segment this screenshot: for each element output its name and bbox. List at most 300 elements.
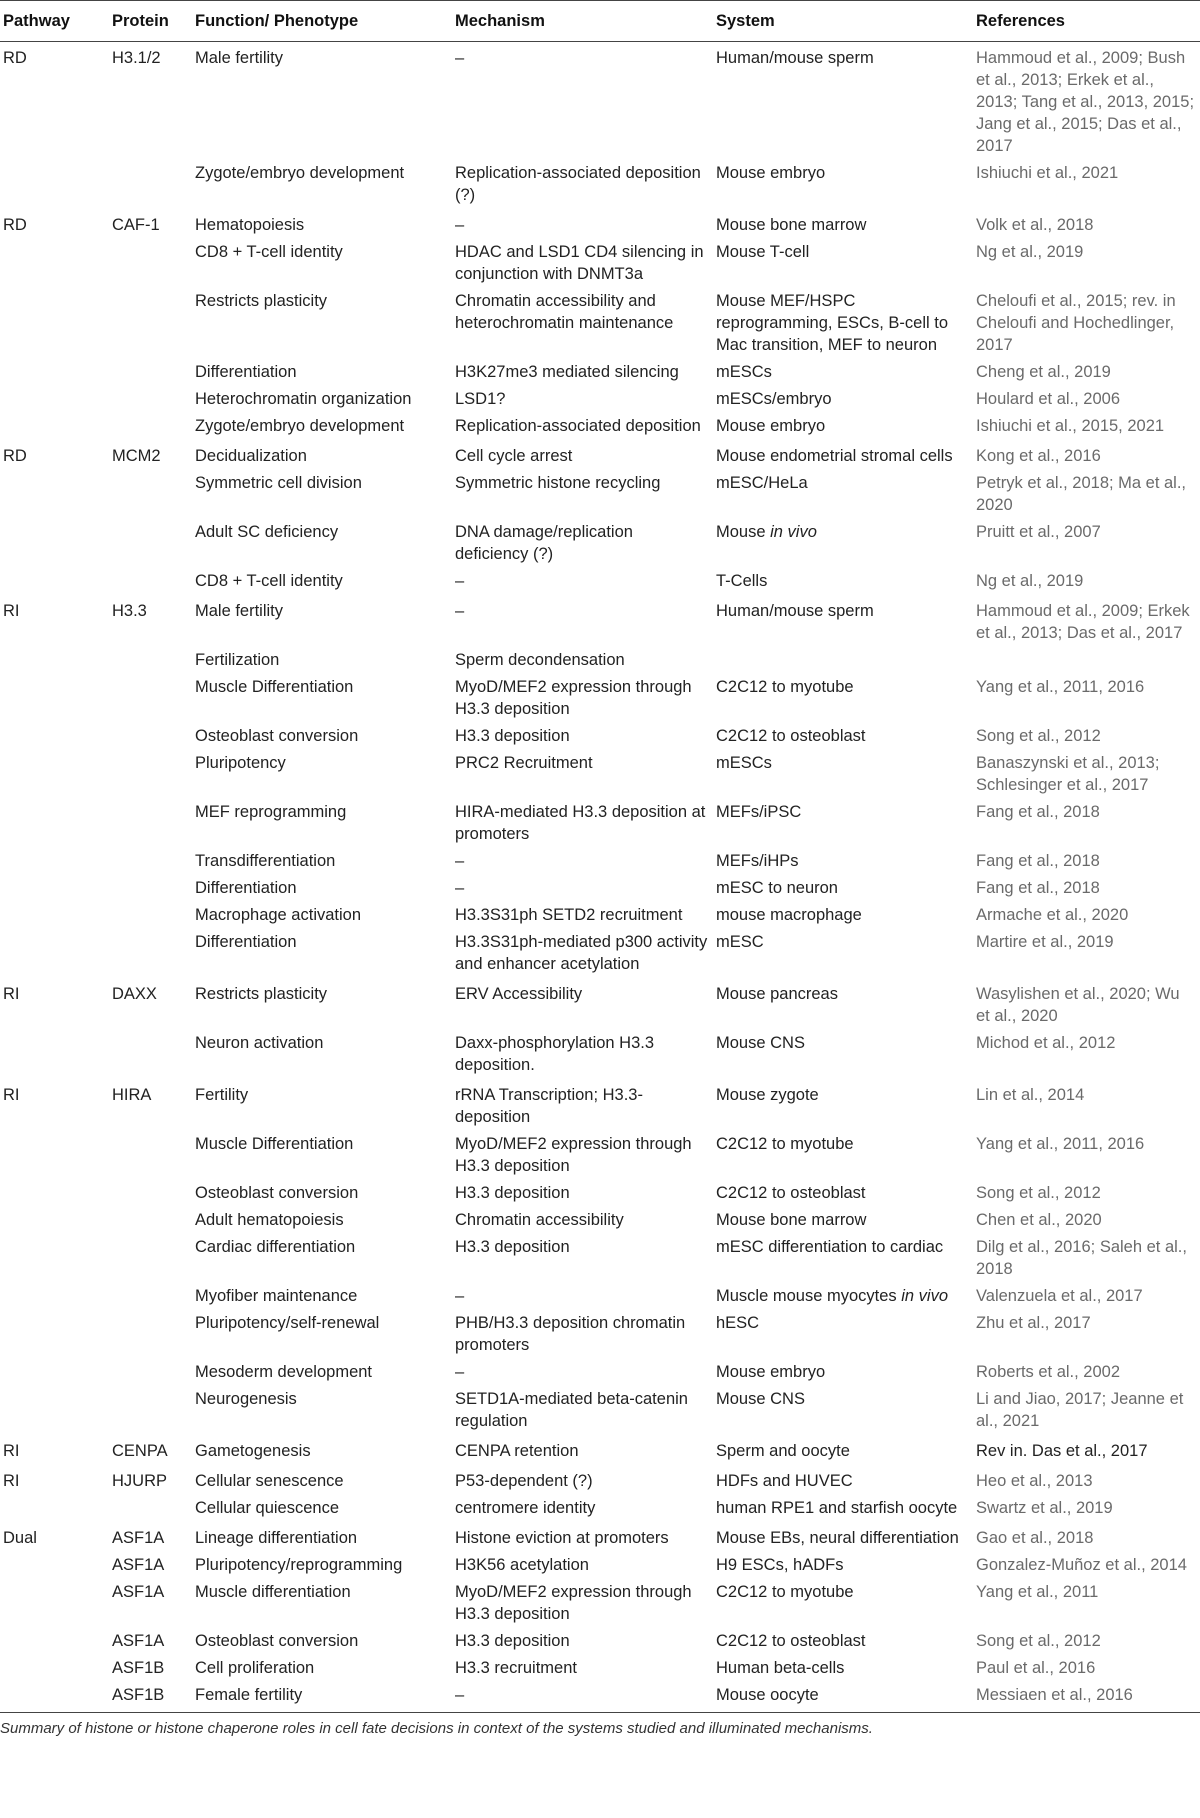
cell-system-text: Mouse (716, 523, 766, 541)
header-row (0, 1, 1200, 42)
cell-mechanism (451, 1628, 712, 1655)
cell-protein-text: HIRA (112, 1086, 152, 1104)
cell-function-text: Cardiac differentiation (195, 1238, 356, 1256)
cell-pathway (0, 1234, 100, 1283)
cell-references (972, 519, 1200, 568)
cell-system (712, 1522, 972, 1552)
cell-system (712, 723, 972, 750)
cell-system (712, 1310, 972, 1359)
cell-function (191, 1234, 451, 1283)
cell-pathway (0, 413, 100, 440)
cell-function (191, 413, 451, 440)
cell-references (972, 42, 1200, 161)
cell-system-text: mESCs/embryo (716, 390, 832, 408)
cell-pathway (0, 1579, 100, 1628)
cell-system (712, 1234, 972, 1283)
cell-protein (100, 647, 191, 674)
cell-function-text: Fertilization (195, 651, 280, 669)
table-row (0, 519, 1200, 568)
cell-system (712, 1207, 972, 1234)
cell-function-text: MEF reprogramming (195, 803, 347, 821)
cell-system (712, 799, 972, 848)
cell-system-text: mESCs (716, 754, 772, 772)
cell-mechanism-text: Symmetric histone recycling (455, 474, 661, 492)
cell-function (191, 1180, 451, 1207)
cell-function (191, 519, 451, 568)
cell-system-text: mESC/HeLa (716, 474, 808, 492)
cell-mechanism (451, 1030, 712, 1079)
cell-system-text: C2C12 to myotube (716, 1135, 854, 1153)
cell-function (191, 1207, 451, 1234)
cell-function (191, 1030, 451, 1079)
cell-references-text: Ishiuchi et al., 2015, 2021 (976, 417, 1165, 435)
cell-mechanism (451, 750, 712, 799)
cell-function-text: Cellular senescence (195, 1472, 344, 1490)
cell-mechanism (451, 902, 712, 929)
cell-function-text: Fertility (195, 1086, 249, 1104)
cell-function-text: Cell proliferation (195, 1659, 315, 1677)
cell-system (712, 1552, 972, 1579)
cell-function (191, 1628, 451, 1655)
cell-references (972, 1552, 1200, 1579)
cell-protein (100, 674, 191, 723)
cell-protein (100, 1522, 191, 1552)
cell-function (191, 1522, 451, 1552)
cell-mechanism (451, 1579, 712, 1628)
cell-references-text: Song et al., 2012 (976, 1632, 1101, 1650)
cell-mechanism-text: H3.3S31ph SETD2 recruitment (455, 906, 683, 924)
cell-mechanism-text: PRC2 Recruitment (455, 754, 593, 772)
cell-references-text: Michod et al., 2012 (976, 1034, 1116, 1052)
cell-system (712, 750, 972, 799)
cell-pathway (0, 595, 100, 647)
cell-system (712, 440, 972, 470)
cell-pathway (0, 519, 100, 568)
cell-pathway (0, 160, 100, 209)
table-row (0, 1079, 1200, 1131)
cell-mechanism (451, 1495, 712, 1522)
cell-references-text: Wasylishen et al., 2020; Wu et al., 2020 (976, 985, 1180, 1025)
cell-protein (100, 978, 191, 1030)
cell-system (712, 647, 972, 674)
cell-system-text: human RPE1 and starfish oocyte (716, 1499, 958, 1517)
cell-function (191, 875, 451, 902)
cell-pathway (0, 568, 100, 595)
cell-system (712, 1579, 972, 1628)
cell-function-text: Male fertility (195, 602, 284, 620)
cell-mechanism (451, 1310, 712, 1359)
cell-pathway (0, 723, 100, 750)
cell-system (712, 42, 972, 161)
cell-system-italic: in vivo (770, 523, 817, 541)
cell-mechanism-text: P53-dependent (?) (455, 1472, 593, 1490)
cell-function (191, 359, 451, 386)
cell-system-text: Mouse pancreas (716, 985, 838, 1003)
cell-mechanism-text: – (455, 1363, 465, 1381)
cell-references (972, 160, 1200, 209)
cell-function (191, 799, 451, 848)
cell-protein (100, 1435, 191, 1465)
cell-references (972, 1522, 1200, 1552)
cell-function (191, 1552, 451, 1579)
cell-function (191, 288, 451, 359)
cell-references (972, 978, 1200, 1030)
cell-function (191, 1435, 451, 1465)
cell-system-text: Mouse EBs, neural differentiation (716, 1529, 959, 1547)
cell-mechanism-text: MyoD/MEF2 expression through H3.3 deposition (455, 1135, 692, 1175)
cell-references-text: Banaszynski et al., 2013; Schlesinger et al., 2017 (976, 754, 1160, 794)
cell-references (972, 1030, 1200, 1079)
cell-system (712, 209, 972, 239)
cell-pathway (0, 1180, 100, 1207)
cell-mechanism (451, 359, 712, 386)
header-references: References (972, 1, 1200, 42)
cell-references-text: Li and Jiao, 2017; Jeanne et al., 2021 (976, 1390, 1184, 1430)
table-row (0, 1495, 1200, 1522)
cell-references-text: Cheloufi et al., 2015; rev. in Cheloufi and Hochedlinger, 2017 (976, 292, 1176, 354)
table-caption: Summary of histone or histone chaperone roles in cell fate decisions in context of the systems studied and illuminated mechanisms. (0, 1720, 873, 1737)
cell-mechanism-text: Chromatin accessibility and heterochromatin maintenance (455, 292, 674, 332)
cell-system-text: Mouse bone marrow (716, 1211, 867, 1229)
cell-system-text: Mouse MEF/HSPC reprogramming, ESCs, B-cell to Mac transition, MEF to neuron (716, 292, 948, 354)
cell-protein-text: ASF1A (112, 1556, 165, 1574)
cell-function-text: Differentiation (195, 879, 297, 897)
cell-references (972, 1079, 1200, 1131)
cell-function (191, 1579, 451, 1628)
cell-pathway (0, 1495, 100, 1522)
cell-system-text: mESC (716, 933, 764, 951)
table-row (0, 160, 1200, 209)
cell-mechanism-text: MyoD/MEF2 expression through H3.3 deposition (455, 678, 692, 718)
cell-system (712, 1030, 972, 1079)
cell-system-text: hESC (716, 1314, 760, 1332)
cell-protein (100, 288, 191, 359)
table-row (0, 1522, 1200, 1552)
cell-function (191, 440, 451, 470)
cell-system (712, 1495, 972, 1522)
cell-mechanism (451, 1180, 712, 1207)
cell-references (972, 209, 1200, 239)
cell-protein (100, 875, 191, 902)
cell-references-text: Ishiuchi et al., 2021 (976, 164, 1119, 182)
cell-protein (100, 1283, 191, 1310)
table-row (0, 413, 1200, 440)
cell-references-text: Roberts et al., 2002 (976, 1363, 1121, 1381)
table-row (0, 647, 1200, 674)
cell-protein (100, 359, 191, 386)
cell-mechanism (451, 1283, 712, 1310)
cell-function-text: Lineage differentiation (195, 1529, 358, 1547)
cell-mechanism-text: Replication-associated deposition (?) (455, 164, 701, 204)
cell-pathway (0, 1682, 100, 1713)
cell-function-text: Myofiber maintenance (195, 1287, 358, 1305)
cell-system-text: Mouse embryo (716, 164, 826, 182)
cell-mechanism (451, 440, 712, 470)
cell-pathway (0, 1552, 100, 1579)
cell-protein (100, 1682, 191, 1713)
cell-pathway (0, 470, 100, 519)
cell-references-text: Song et al., 2012 (976, 1184, 1101, 1202)
cell-references-text: Yang et al., 2011, 2016 (976, 1135, 1145, 1153)
cell-function-text: Pluripotency/reprogramming (195, 1556, 403, 1574)
cell-mechanism-text: – (455, 602, 465, 620)
cell-protein (100, 1079, 191, 1131)
cell-pathway (0, 288, 100, 359)
cell-system-text: Human beta-cells (716, 1659, 845, 1677)
cell-pathway-text: RI (3, 1086, 20, 1104)
cell-system (712, 1682, 972, 1713)
cell-references-text: Fang et al., 2018 (976, 803, 1100, 821)
cell-pathway-text: Dual (3, 1529, 37, 1547)
cell-protein (100, 209, 191, 239)
cell-mechanism-text: H3.3S31ph-mediated p300 activity and enhancer acetylation (455, 933, 708, 973)
table-row (0, 902, 1200, 929)
cell-system-text: Mouse oocyte (716, 1686, 819, 1704)
cell-mechanism (451, 160, 712, 209)
cell-system-text: Muscle mouse myocytes (716, 1287, 897, 1305)
cell-protein (100, 1579, 191, 1628)
cell-system (712, 1283, 972, 1310)
table-row (0, 1283, 1200, 1310)
cell-function-text: Restricts plasticity (195, 292, 328, 310)
cell-references-text: Martire et al., 2019 (976, 933, 1114, 951)
cell-function (191, 848, 451, 875)
cell-mechanism (451, 386, 712, 413)
table-row (0, 595, 1200, 647)
cell-references-text: Fang et al., 2018 (976, 852, 1100, 870)
table-body (0, 42, 1200, 1713)
cell-function (191, 1283, 451, 1310)
cell-mechanism-text: HIRA-mediated H3.3 deposition at promoters (455, 803, 706, 843)
cell-mechanism-text: Cell cycle arrest (455, 447, 573, 465)
table-row (0, 359, 1200, 386)
table-row (0, 1131, 1200, 1180)
cell-function (191, 1131, 451, 1180)
cell-references (972, 359, 1200, 386)
cell-system (712, 359, 972, 386)
cell-references (972, 1180, 1200, 1207)
cell-function-text: Cellular quiescence (195, 1499, 339, 1517)
cell-references-text: Petryk et al., 2018; Ma et al., 2020 (976, 474, 1187, 514)
cell-pathway-text: RD (3, 447, 27, 465)
cell-mechanism-text: Replication-associated deposition (455, 417, 701, 435)
table-row (0, 875, 1200, 902)
cell-system (712, 848, 972, 875)
cell-function-text: Female fertility (195, 1686, 303, 1704)
cell-references-text: Armache et al., 2020 (976, 906, 1129, 924)
cell-mechanism (451, 1435, 712, 1465)
table-row (0, 848, 1200, 875)
cell-function-text: Osteoblast conversion (195, 727, 359, 745)
cell-function (191, 1465, 451, 1495)
cell-function (191, 239, 451, 288)
cell-protein (100, 1207, 191, 1234)
cell-references-text: Chen et al., 2020 (976, 1211, 1102, 1229)
cell-function (191, 42, 451, 161)
cell-references (972, 413, 1200, 440)
cell-references-text: Hammoud et al., 2009; Erkek et al., 2013; Das et al., 2017 (976, 602, 1190, 642)
table-row (0, 1386, 1200, 1435)
cell-mechanism-text: – (455, 1287, 465, 1305)
table-row (0, 1465, 1200, 1495)
cell-protein (100, 42, 191, 161)
cell-system-text: mESCs (716, 363, 772, 381)
cell-function (191, 1359, 451, 1386)
table-row (0, 470, 1200, 519)
cell-function-text: Zygote/embryo development (195, 164, 405, 182)
cell-function-text: Pluripotency (195, 754, 286, 772)
cell-mechanism-text: Histone eviction at promoters (455, 1529, 669, 1547)
cell-mechanism (451, 1552, 712, 1579)
cell-mechanism (451, 1655, 712, 1682)
cell-mechanism (451, 1522, 712, 1552)
cell-system (712, 413, 972, 440)
cell-mechanism-text: Sperm decondensation (455, 651, 625, 669)
cell-pathway (0, 875, 100, 902)
cell-function-text: Adult hematopoiesis (195, 1211, 344, 1229)
cell-pathway (0, 239, 100, 288)
cell-references-text: Messiaen et al., 2016 (976, 1686, 1133, 1704)
cell-references (972, 902, 1200, 929)
cell-system-text: C2C12 to myotube (716, 1583, 854, 1601)
cell-system (712, 568, 972, 595)
cell-system (712, 1386, 972, 1435)
cell-references (972, 848, 1200, 875)
cell-function-text: Restricts plasticity (195, 985, 328, 1003)
cell-pathway (0, 1207, 100, 1234)
cell-pathway-text: RI (3, 1442, 20, 1460)
cell-function-text: Decidualization (195, 447, 307, 465)
cell-function-text: CD8 + T-cell identity (195, 572, 343, 590)
cell-references (972, 723, 1200, 750)
cell-mechanism-text: – (455, 1686, 465, 1704)
cell-protein (100, 1655, 191, 1682)
cell-references-text: Yang et al., 2011, 2016 (976, 678, 1145, 696)
cell-system-italic: in vivo (901, 1287, 949, 1305)
cell-references (972, 440, 1200, 470)
cell-system-text: Mouse embryo (716, 1363, 826, 1381)
cell-function-text: Muscle differentiation (195, 1583, 351, 1601)
table-row (0, 1030, 1200, 1079)
table-row (0, 1234, 1200, 1283)
cell-function-text: Muscle Differentiation (195, 678, 354, 696)
table-row (0, 1180, 1200, 1207)
cell-references (972, 386, 1200, 413)
cell-mechanism-text: CENPA retention (455, 1442, 579, 1460)
cell-pathway (0, 647, 100, 674)
cell-mechanism-text: DNA damage/replication deficiency (?) (455, 523, 633, 563)
cell-system (712, 929, 972, 978)
cell-function-text: Macrophage activation (195, 906, 362, 924)
header-mechanism: Mechanism (451, 1, 712, 42)
cell-mechanism-text: ERV Accessibility (455, 985, 583, 1003)
cell-protein (100, 1386, 191, 1435)
cell-mechanism (451, 1465, 712, 1495)
table-row (0, 1655, 1200, 1682)
cell-references (972, 1283, 1200, 1310)
cell-references (972, 1495, 1200, 1522)
cell-protein (100, 519, 191, 568)
cell-protein-text: ASF1A (112, 1583, 165, 1601)
cell-system-text: mESC differentiation to cardiac (716, 1238, 944, 1256)
cell-function-text: Heterochromatin organization (195, 390, 412, 408)
cell-mechanism (451, 1386, 712, 1435)
cell-references (972, 799, 1200, 848)
cell-protein-text: ASF1A (112, 1529, 165, 1547)
cell-mechanism (451, 1207, 712, 1234)
cell-pathway-text: RD (3, 216, 27, 234)
cell-function-text: Gametogenesis (195, 1442, 311, 1460)
cell-mechanism-text: H3.3 recruitment (455, 1659, 577, 1677)
cell-protein-text: H3.1/2 (112, 49, 161, 67)
cell-function-text: Osteoblast conversion (195, 1184, 359, 1202)
cell-pathway (0, 674, 100, 723)
cell-protein (100, 160, 191, 209)
cell-function (191, 595, 451, 647)
cell-protein (100, 1628, 191, 1655)
cell-function (191, 1495, 451, 1522)
cell-protein (100, 1180, 191, 1207)
cell-system (712, 875, 972, 902)
cell-references-text: Pruitt et al., 2007 (976, 523, 1101, 541)
cell-protein-text: HJURP (112, 1472, 168, 1490)
table-row (0, 1552, 1200, 1579)
cell-function (191, 902, 451, 929)
cell-protein (100, 239, 191, 288)
cell-pathway (0, 1359, 100, 1386)
cell-references-text: Volk et al., 2018 (976, 216, 1094, 234)
cell-references (972, 674, 1200, 723)
cell-mechanism-text: – (455, 852, 465, 870)
cell-protein (100, 1359, 191, 1386)
cell-system (712, 1628, 972, 1655)
cell-references (972, 1435, 1200, 1465)
cell-protein (100, 1465, 191, 1495)
cell-pathway (0, 1131, 100, 1180)
cell-system (712, 1180, 972, 1207)
cell-pathway (0, 1435, 100, 1465)
cell-references-text: Swartz et al., 2019 (976, 1499, 1113, 1517)
cell-mechanism (451, 413, 712, 440)
cell-mechanism-text: MyoD/MEF2 expression through H3.3 deposition (455, 1583, 692, 1623)
cell-function-text: Osteoblast conversion (195, 1632, 359, 1650)
cell-mechanism (451, 647, 712, 674)
cell-mechanism-text: LSD1? (455, 390, 506, 408)
cell-references-text: Valenzuela et al., 2017 (976, 1287, 1143, 1305)
cell-pathway (0, 1522, 100, 1552)
cell-function-text: Neuron activation (195, 1034, 324, 1052)
cell-mechanism-text: H3.3 deposition (455, 727, 570, 745)
cell-mechanism (451, 288, 712, 359)
table-row (0, 1682, 1200, 1713)
cell-protein-text: CENPA (112, 1442, 168, 1460)
cell-mechanism-text: – (455, 216, 465, 234)
cell-function-text: Differentiation (195, 933, 297, 951)
header-function: Function/ Phenotype (191, 1, 451, 42)
cell-references-text: Houlard et al., 2006 (976, 390, 1121, 408)
cell-mechanism (451, 674, 712, 723)
cell-references (972, 1359, 1200, 1386)
cell-protein (100, 723, 191, 750)
cell-function-text: Mesoderm development (195, 1363, 373, 1381)
cell-system-text: Mouse CNS (716, 1034, 805, 1052)
cell-pathway (0, 929, 100, 978)
cell-protein (100, 440, 191, 470)
cell-mechanism-text: Daxx-phosphorylation H3.3 deposition. (455, 1034, 655, 1074)
cell-pathway (0, 1030, 100, 1079)
cell-function (191, 1682, 451, 1713)
table-row (0, 1579, 1200, 1628)
